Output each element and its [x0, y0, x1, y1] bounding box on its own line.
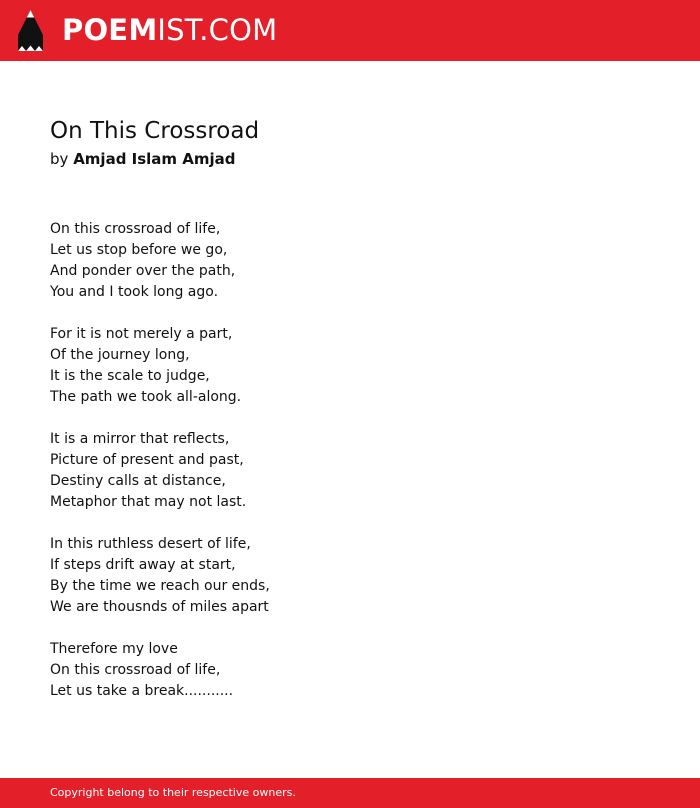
poem-line: You and I took long ago. — [50, 284, 219, 300]
poem-line: It is the scale to judge, — [50, 368, 210, 384]
logo-text-bold: POEM — [62, 13, 158, 47]
poem-body — [50, 219, 270, 702]
poem-line: In this ruthless desert of life, — [50, 536, 251, 552]
site-footer — [0, 778, 700, 808]
logo-text-light: IST.COM — [157, 13, 278, 47]
site-header — [0, 0, 700, 61]
poem-line: Destiny calls at distance, — [50, 473, 226, 489]
poem-line: And ponder over the path, — [50, 263, 236, 279]
stanza — [50, 219, 270, 303]
poem-line: Metaphor that may not last. — [50, 494, 247, 510]
stanza — [50, 639, 270, 702]
by-prefix: by — [50, 150, 69, 168]
poem-line: Let us take a break........... — [50, 683, 234, 699]
poem-line: Let us stop before we go, — [50, 242, 228, 258]
poem-line: For it is not merely a part, — [50, 326, 233, 342]
poem-title: On This Crossroad — [50, 118, 260, 144]
pencil-tip-icon[interactable] — [18, 10, 43, 51]
poem-line: The path we took all-along. — [50, 389, 242, 405]
stanza — [50, 429, 270, 513]
copyright-notice: Copyright belong to their respective owners. — [50, 786, 296, 799]
poem-line: On this crossroad of life, — [50, 221, 221, 237]
poem-line: If steps drift away at start, — [50, 557, 236, 573]
poem-line: On this crossroad of life, — [50, 662, 221, 678]
poem-line: We are thousnds of miles apart — [50, 599, 269, 615]
poem-line: Picture of present and past, — [50, 452, 244, 468]
poem-line: Of the journey long, — [50, 347, 190, 363]
site-logo[interactable] — [62, 12, 277, 48]
author-name: Amjad Islam Amjad — [73, 150, 236, 168]
poem-line: Therefore my love — [50, 641, 178, 657]
poem-line: It is a mirror that reflects, — [50, 431, 230, 447]
stanza — [50, 534, 270, 618]
stanza — [50, 324, 270, 408]
byline — [50, 149, 236, 169]
poem-line: By the time we reach our ends, — [50, 578, 270, 594]
